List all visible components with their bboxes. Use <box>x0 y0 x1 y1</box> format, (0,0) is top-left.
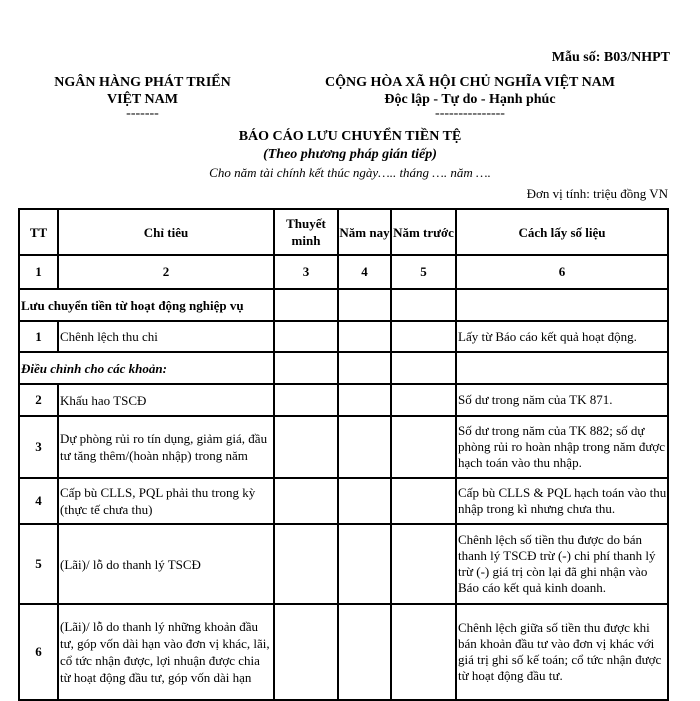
report-period: Cho năm tài chính kết thúc ngày….. tháng …. năm …. <box>209 165 491 180</box>
section-adjustments-label: Điều chỉnh cho các khoản: <box>19 352 274 384</box>
report-method: (Theo phương pháp gián tiếp) <box>263 147 437 162</box>
row-number: 5 <box>19 524 58 604</box>
table-header-row <box>19 209 668 255</box>
column-number: 5 <box>391 255 456 289</box>
table-row <box>19 321 668 352</box>
row-number: 3 <box>19 416 58 478</box>
row-source: Số dư trong năm của TK 882; số dự phòng rủi ro hoàn nhập trong năm được hạch toán vào thu nhập. <box>456 416 668 478</box>
report-title: BÁO CÁO LƯU CHUYỂN TIỀN TỆ <box>238 129 462 144</box>
row-indicator: (Lãi)/ lỗ do thanh lý TSCĐ <box>58 524 274 604</box>
row-source: Chênh lệch giữa số tiền thu được khi bán khoản đầu tư vào đơn vị khác với giá trị ghi số kế toán; cổ tức nhận được từ hoạt động đầu tư. <box>456 604 668 700</box>
nation-name: CỘNG HÒA XÃ HỘI CHỦ NGHĨA VIỆT NAM <box>324 75 615 90</box>
row-number: 2 <box>19 384 58 416</box>
row-number: 6 <box>19 604 58 700</box>
table-row <box>19 524 668 604</box>
row-number: 1 <box>19 321 58 352</box>
row-source: Số dư trong năm của TK 871. <box>456 384 668 416</box>
column-number-row <box>19 255 668 289</box>
section-row-operating <box>19 289 668 321</box>
header-note: Thuyết minh <box>274 209 338 255</box>
table-row <box>19 604 668 700</box>
column-number: 6 <box>456 255 668 289</box>
header-previous-year: Năm trước <box>391 209 456 255</box>
row-source: Cấp bù CLLS & PQL hạch toán vào thu nhập trong kì nhưng chưa thu. <box>456 478 668 524</box>
table-row <box>19 478 668 524</box>
organization-rule: ------- <box>126 106 159 121</box>
cash-flow-table <box>18 208 669 701</box>
row-indicator: Khấu hao TSCĐ <box>58 384 274 416</box>
report-title-block <box>0 128 700 182</box>
row-number: 4 <box>19 478 58 524</box>
header-indicator: Chỉ tiêu <box>58 209 274 255</box>
unit-note: Đơn vị tính: triệu đồng VN <box>526 186 668 201</box>
nation-motto: Độc lập - Tự do - Hạnh phúc <box>384 92 556 107</box>
row-source: Lấy từ Báo cáo kết quả hoạt động. <box>456 321 668 352</box>
column-number: 3 <box>274 255 338 289</box>
header-source: Cách lấy số liệu <box>456 209 668 255</box>
organization-name-line1: NGÂN HÀNG PHÁT TRIỂN <box>54 75 231 90</box>
row-indicator: Chênh lệch thu chi <box>58 321 274 352</box>
row-indicator: Cấp bù CLLS, PQL phải thu trong kỳ (thực tế chưa thu) <box>58 478 274 524</box>
section-operating-label: Lưu chuyển tiền từ hoạt động nghiệp vụ <box>19 289 274 321</box>
national-header <box>300 74 640 120</box>
form-code: Mẫu số: B03/NHPT <box>551 50 670 65</box>
organization-header <box>50 74 235 120</box>
table-row <box>19 384 668 416</box>
row-source: Chênh lệch số tiền thu được do bán thanh lý TSCĐ trừ (-) chi phí thanh lý trừ (-) giá trị còn lại đã ghi nhận vào Báo cáo kết quả kinh doanh. <box>456 524 668 604</box>
row-indicator: (Lãi)/ lỗ do thanh lý những khoản đầu tư, góp vốn dài hạn vào đơn vị khác, lãi, cổ tức nhận được, lợi nhuận được chia từ hoạt động đầu tư, góp vốn dài hạn <box>58 604 274 700</box>
section-row-adjustments <box>19 352 668 384</box>
table-row <box>19 416 668 478</box>
column-number: 2 <box>58 255 274 289</box>
column-number: 1 <box>19 255 58 289</box>
organization-name-line2: VIỆT NAM <box>107 92 178 107</box>
column-number: 4 <box>338 255 391 289</box>
nation-rule: --------------- <box>435 106 505 121</box>
row-indicator: Dự phòng rủi ro tín dụng, giảm giá, đầu tư tăng thêm/(hoàn nhập) trong năm <box>58 416 274 478</box>
header-current-year: Năm nay <box>338 209 391 255</box>
header-tt: TT <box>19 209 58 255</box>
